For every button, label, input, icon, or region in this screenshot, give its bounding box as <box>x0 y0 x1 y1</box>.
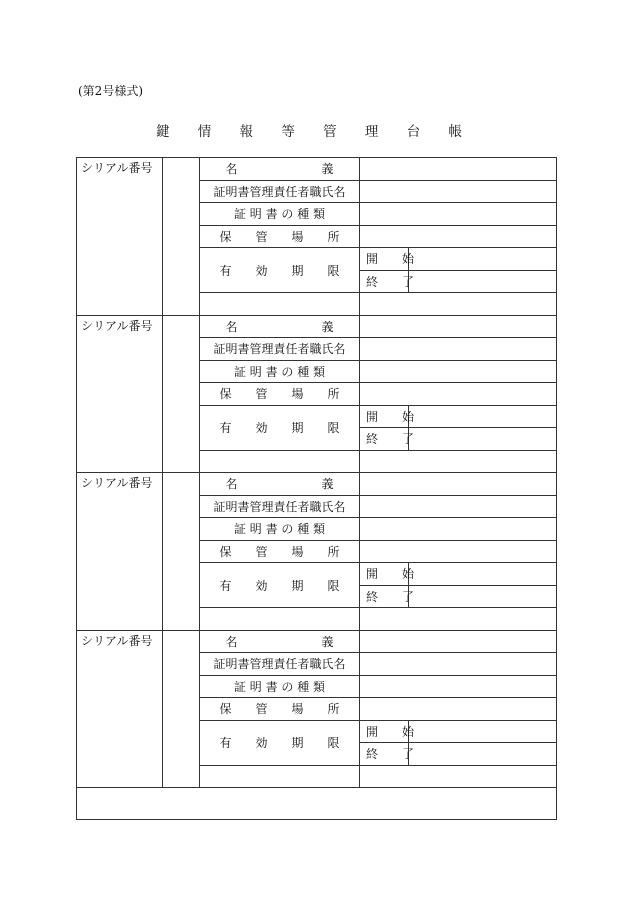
storage-label: 保 管 場 所 <box>200 383 360 406</box>
validity-end-label: 終 了 <box>360 428 409 451</box>
manager-value-cell[interactable] <box>360 338 557 361</box>
validity-end-value-cell[interactable] <box>409 270 557 293</box>
form-number-note: (第2号様式) <box>78 84 143 98</box>
cert-type-value-cell[interactable] <box>360 518 557 541</box>
entry-row-name <box>77 158 557 181</box>
cert-type-label: 証 明 書 の 種 類 <box>200 360 360 383</box>
serial-number-cell[interactable] <box>163 158 200 316</box>
manager-label: 証明書管理責任者職氏名 <box>200 653 360 676</box>
blank-value-cell[interactable] <box>360 293 557 316</box>
blank-value-cell[interactable] <box>360 450 557 473</box>
validity-end-label: 終 了 <box>360 270 409 293</box>
storage-value-cell[interactable] <box>360 698 557 721</box>
validity-label: 有 効 期 限 <box>200 720 360 765</box>
serial-number-label: シリアル番号 <box>77 630 163 788</box>
entry-row-name <box>77 630 557 653</box>
remarks-cell[interactable] <box>77 788 557 820</box>
storage-value-cell[interactable] <box>360 383 557 406</box>
serial-number-cell[interactable] <box>163 315 200 473</box>
validity-start-value-cell[interactable] <box>409 720 557 743</box>
remarks-row <box>77 788 557 820</box>
name-value-cell[interactable] <box>360 630 557 653</box>
validity-start-value-cell[interactable] <box>409 563 557 586</box>
cert-type-label: 証 明 書 の 種 類 <box>200 518 360 541</box>
validity-start-value-cell[interactable] <box>409 248 557 271</box>
key-info-ledger-table <box>76 157 557 820</box>
manager-value-cell[interactable] <box>360 180 557 203</box>
name-value-cell[interactable] <box>360 158 557 181</box>
cert-type-label: 証 明 書 の 種 類 <box>200 203 360 226</box>
serial-number-cell[interactable] <box>163 630 200 788</box>
name-label: 名 義 <box>200 630 360 653</box>
manager-value-cell[interactable] <box>360 653 557 676</box>
validity-start-label: 開 始 <box>360 405 409 428</box>
cert-type-label: 証 明 書 の 種 類 <box>200 675 360 698</box>
serial-number-label: シリアル番号 <box>77 315 163 473</box>
manager-label: 証明書管理責任者職氏名 <box>200 338 360 361</box>
serial-number-label: シリアル番号 <box>77 158 163 316</box>
validity-start-label: 開 始 <box>360 248 409 271</box>
entry-row-name <box>77 473 557 496</box>
validity-label: 有 効 期 限 <box>200 563 360 608</box>
cert-type-value-cell[interactable] <box>360 360 557 383</box>
validity-start-label: 開 始 <box>360 563 409 586</box>
document-title: 鍵 情 報 等 管 理 台 帳 <box>155 124 475 140</box>
name-value-cell[interactable] <box>360 315 557 338</box>
blank-label-cell <box>200 450 360 473</box>
serial-number-label: シリアル番号 <box>77 473 163 631</box>
storage-value-cell[interactable] <box>360 540 557 563</box>
name-label: 名 義 <box>200 473 360 496</box>
validity-start-label: 開 始 <box>360 720 409 743</box>
validity-end-value-cell[interactable] <box>409 585 557 608</box>
name-value-cell[interactable] <box>360 473 557 496</box>
validity-end-label: 終 了 <box>360 743 409 766</box>
validity-label: 有 効 期 限 <box>200 405 360 450</box>
blank-value-cell[interactable] <box>360 608 557 631</box>
name-label: 名 義 <box>200 158 360 181</box>
blank-label-cell <box>200 293 360 316</box>
cert-type-value-cell[interactable] <box>360 675 557 698</box>
manager-label: 証明書管理責任者職氏名 <box>200 180 360 203</box>
serial-number-cell[interactable] <box>163 473 200 631</box>
storage-value-cell[interactable] <box>360 225 557 248</box>
manager-label: 証明書管理責任者職氏名 <box>200 495 360 518</box>
entry-row-name <box>77 315 557 338</box>
cert-type-value-cell[interactable] <box>360 203 557 226</box>
blank-label-cell <box>200 765 360 788</box>
name-label: 名 義 <box>200 315 360 338</box>
storage-label: 保 管 場 所 <box>200 698 360 721</box>
blank-value-cell[interactable] <box>360 765 557 788</box>
validity-start-value-cell[interactable] <box>409 405 557 428</box>
validity-end-label: 終 了 <box>360 585 409 608</box>
manager-value-cell[interactable] <box>360 495 557 518</box>
storage-label: 保 管 場 所 <box>200 225 360 248</box>
validity-end-value-cell[interactable] <box>409 743 557 766</box>
validity-end-value-cell[interactable] <box>409 428 557 451</box>
blank-label-cell <box>200 608 360 631</box>
storage-label: 保 管 場 所 <box>200 540 360 563</box>
validity-label: 有 効 期 限 <box>200 248 360 293</box>
